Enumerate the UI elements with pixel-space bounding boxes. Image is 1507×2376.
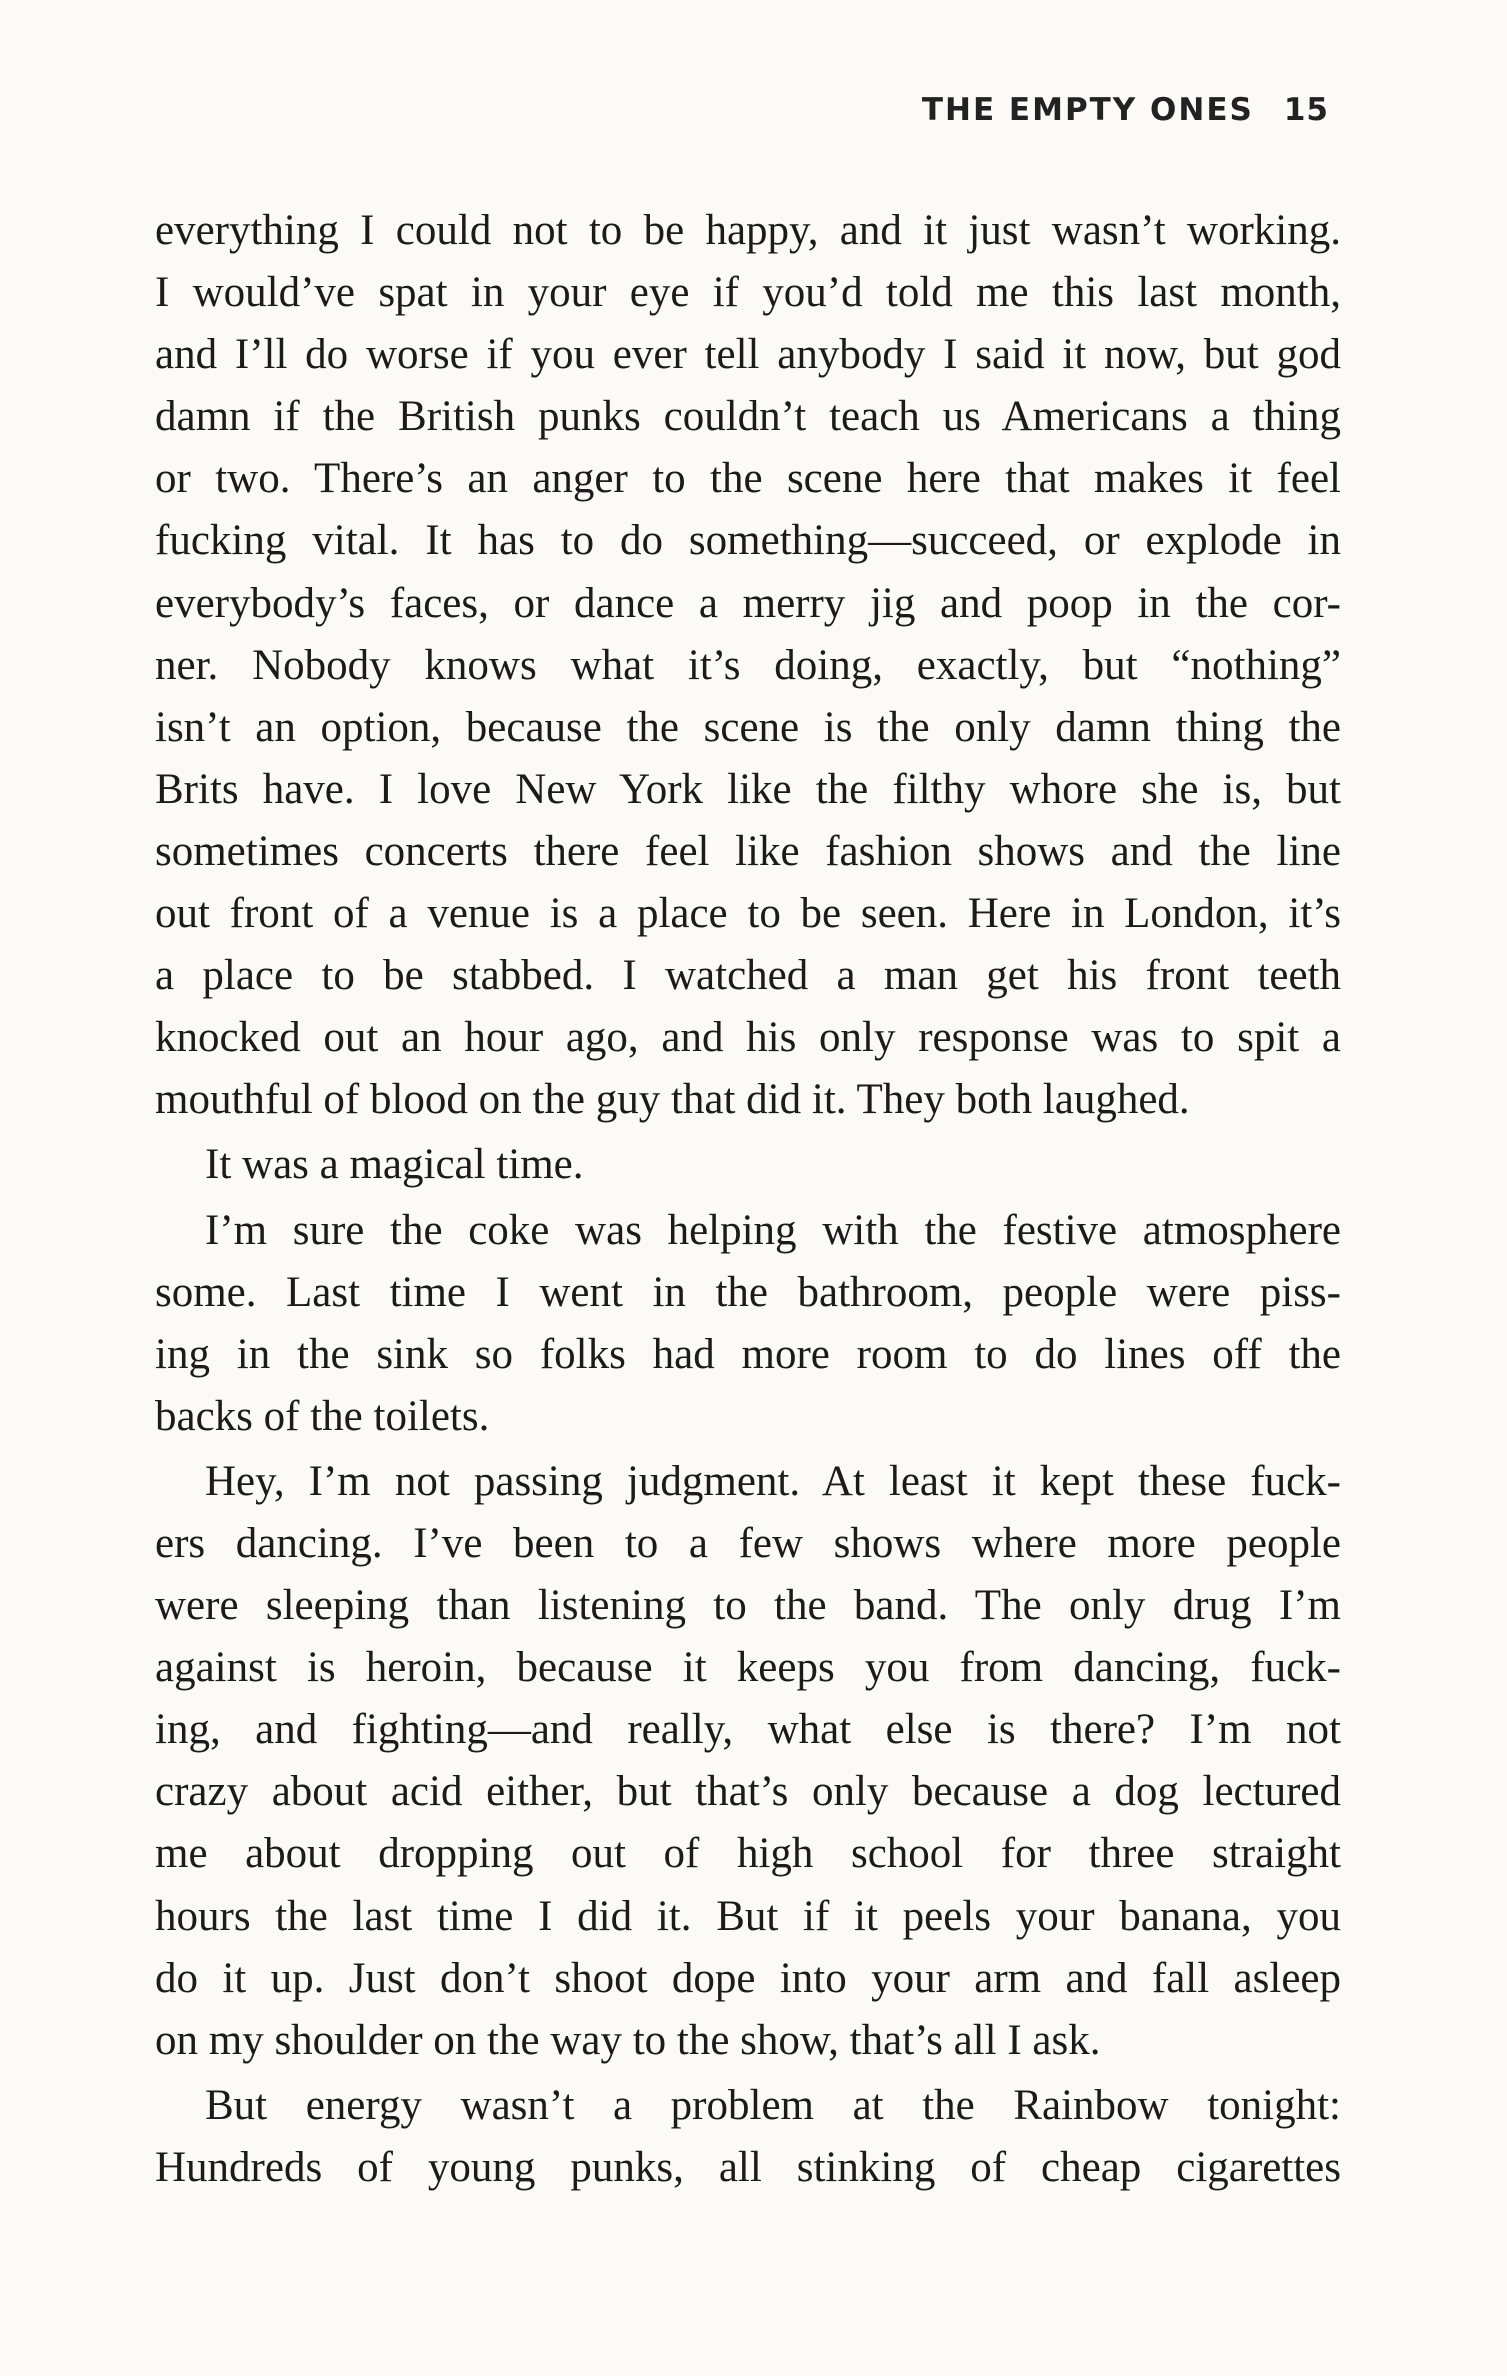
text-line: me about dropping out of high school for three straight [155,1830,1341,1878]
text-line: But energy wasn’t a problem at the Rainbow tonight: [205,2081,1341,2129]
text-line: damn if the British punks couldn’t teach us Americans a thing [155,393,1341,441]
text-line: and I’ll do worse if you ever tell anybody I said it now, but god [155,331,1341,379]
text-line: were sleeping than listening to the band. The only drug I’m [155,1582,1341,1630]
text-line: crazy about acid either, but that’s only because a dog lectured [155,1768,1341,1816]
text-line: ers dancing. I’ve been to a few shows where more people [155,1519,1341,1567]
text-line: Hundreds of young punks, all stinking of cheap cigarettes [155,2143,1341,2191]
text-line: do it up. Just don’t shoot dope into your arm and fall asleep [155,1954,1341,2002]
text-line: knocked out an hour ago, and his only response was to spit a [155,1014,1341,1062]
text-line: some. Last time I went in the bathroom, people were piss- [155,1268,1341,1316]
text-line: against is heroin, because it keeps you from dancing, fuck- [155,1644,1341,1692]
text-line: ing, and fighting—and really, what else is there? I’m not [155,1706,1341,1754]
page-number: 15 [1283,92,1329,128]
text-line: I would’ve spat in your eye if you’d told me this last month, [155,269,1341,317]
text-line: It was a magical time. [205,1141,584,1189]
text-line: or two. There’s an anger to the scene here that makes it feel [155,455,1341,503]
text-line: Brits have. I love New York like the filthy whore she is, but [155,765,1341,813]
text-line: on my shoulder on the way to the show, that’s all I ask. [155,2016,1101,2064]
text-line: everybody’s faces, or dance a merry jig and poop in the cor- [155,579,1341,627]
text-line: a place to be stabbed. I watched a man get his front teeth [155,952,1341,1000]
text-line: ner. Nobody knows what it’s doing, exactly, but “nothing” [155,641,1341,689]
text-line: fucking vital. It has to do something—succeed, or explode in [155,517,1341,565]
text-line: mouthful of blood on the guy that did it. They both laughed. [155,1076,1190,1124]
text-line: sometimes concerts there feel like fashion shows and the line [155,827,1341,875]
running-header [922,92,1329,128]
text-line: Hey, I’m not passing judgment. At least it kept these fuck- [205,1457,1341,1505]
text-line: I’m sure the coke was helping with the festive atmosphere [205,1206,1341,1254]
text-line: backs of the toilets. [155,1392,490,1440]
body-text [155,200,1341,2199]
text-line: isn’t an option, because the scene is the only damn thing the [155,703,1341,751]
book-title: THE EMPTY ONES [921,92,1254,128]
text-line: everything I could not to be happy, and it just wasn’t working. [155,207,1341,254]
text-line: hours the last time I did it. But if it peels your banana, you [155,1892,1341,1940]
text-line: out front of a venue is a place to be seen. Here in London, it’s [155,890,1341,938]
text-line: ing in the sink so folks had more room to do lines off the [155,1330,1341,1378]
